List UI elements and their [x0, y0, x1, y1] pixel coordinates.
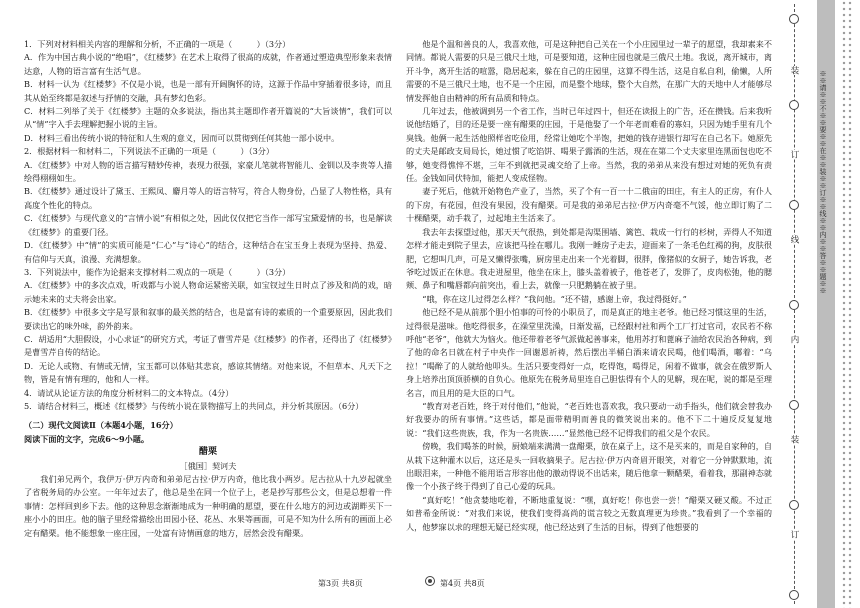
binding-hole-circle-icon — [789, 590, 799, 600]
binding-label: 内 — [789, 335, 799, 344]
binding-hole-circle-icon — [789, 500, 799, 510]
binding-label: 订 — [789, 150, 799, 159]
binding-label: 线 — [789, 235, 799, 244]
binding-dotted-border — [841, 0, 853, 608]
story-paragraph: 傍晚，我们喝茶的时候，厨娘端来满满一盘醋栗，放在桌子上，这不是买来的，而是自家种的，自从栽下这种灌木以后，这还是头一回收摘果子。尼古拉·伊万内奇眉开眼笑，对着它一分钟默默地，流出眼泪来，一种他不能用语言形容出他的激动得说不出话来，随后他拿一颗醋栗，看着我，那副神态就像一个小孩子终于得到了自己心爱的玩具。 — [406, 441, 772, 492]
question-1-option-a: A．作为中国古典小说的“绝唱”，《红楼梦》在艺术上取得了很高的成就，作者通过塑造典型形象来表情达意，人物的语言富有生活气息。 — [24, 52, 392, 76]
question-3-option-b: B．《红楼梦》中很多文字是写景和叙事的最关然的结合，也是富有诗的素质的一个重要原因，因此我们要读出它的味外味，韵外韵来。 — [24, 307, 392, 331]
page-divider-circle-icon — [425, 576, 435, 586]
question-3-option-d: D．无论人或物、有情或无情，宝玉都可以体贴其悲哀，感谅其情绪。对他来说，不但草本、凡天下之物，皆是有情有理的，他和人一样。 — [24, 360, 392, 385]
binding-hole-circle-icon — [789, 100, 799, 110]
question-3-option-c: C．胡适用“大胆假设，小心求证”的研究方式，考证了曹雪芹是《红楼梦》的作者，还得出了《红楼梦》是曹雪芹自传的结论。 — [24, 333, 392, 358]
story-title: 醋栗 — [198, 447, 217, 458]
question-2-option-b: B．《红楼梦》通过设计了黛玉、王熙凤、麝月等人的语言特写，符合人物身份，凸显了人物性格，具有高度个性化的特点。 — [24, 186, 392, 210]
binding-label: 装 — [789, 66, 799, 75]
story-paragraph: “教育对老百姓，终于对付他们，”他说，“老百姓也喜欢我，我只要动一动手指头，他们就会替我办好我要办的所有事情。”这些话，都是面带精明而善良的微笑说出来的。他不下二十遍反反复复地说：“我们这些贵族，我，作为一名贵族……”显然他已经不记得我们的祖父是个农民。 — [406, 400, 772, 438]
question-2-option-a: A．《红楼梦》中对人物的语言描写精妙传神，表现力很强，家豪儿笔就将智能儿、金钏以及李贵等人描绘得栩栩如生。 — [24, 159, 392, 184]
story-paragraph: “真好吃！”他贪婪地吃着，不断地重复说：“嘿，真好吃！你也尝一尝！”醋栗又硬又酸。不过正如普希金所说：“对我们来说，使我们变得高尚的谎言较之无数真理更为珍贵。”我看到了一个幸福的人，他梦寐以求的理想无疑已经实现，他已经达到了生活的目标，得到了他想要的 — [406, 494, 772, 532]
question-2-option-d: D．《红楼梦》中“情”的实质可能是“仁心”与“诗心”的结合，这种结合在宝玉身上表现为坚持、热爱、有信仰与天真，浪漫、充满想象。 — [24, 240, 392, 264]
story-paragraph: 妻子死后，他就开始物色产业了，当然，买了个有一百一十二俄亩的田庄，有主人的正房，有仆人的下房，有花园，但没有果园，没有醋栗。可是我的弟弟尼古拉·伊万内奇毫不气馁，他立即订购了二十棵醋栗，动手栽了，过起地主生活来了。 — [406, 186, 772, 224]
binding-warning-text: ※※请※※不※※要※※在※※装※※订※※线※※内※※答※※题※※ — [819, 70, 827, 294]
binding-hole-circle-icon — [789, 400, 799, 410]
question-1: 1．下列对材料相关内容的理解和分析，不正确的一项是（ ）（3分） — [24, 39, 291, 49]
question-1-option-b: B．材料一认为《红楼梦》不仅是小说，也是一部有开阔胸怀的诗，这源于作品中穿插着很多诗，而且其从始至终都是叙述与抒情的交融，具有梦幻色彩。 — [24, 79, 392, 103]
binding-hole-circle-icon — [789, 200, 799, 210]
story-author: ［俄国］契诃夫 — [179, 460, 237, 471]
binding-label: 装 — [789, 435, 799, 444]
question-5: 5．请结合材料三，概述《红楼梦》与传统小说在景物描写上的共同点，并分析其原因。（6分） — [24, 400, 364, 411]
story-paragraph: 他已经不是从前那个胆小怕事的可怜的小职员了，而是真正的地主老爷。他已经习惯这里的生活，过得很是滋味。他吃得很多，在澡堂里洗澡，日渐发福，已经跟村社和两个工厂打过官司，农民若不称呼他“老爷”，他就大为恼火。他还带着老爷气派做起善事来，他用苏打和蓖麻子油给农民治各种病，到了他的命名日就在村子中央作一回谢恩祈祷，然后摆出半桶白酒来请农民喝，他们喝酒，嘟着：“乌拉！”喝醉了的人就给他叩头。生活只要变得好一点，吃得饱，喝得足，闲着不做事，就会在俄罗斯人身上培养出顶顶骄横的自负心。他原先在税务局里连自己胆怯得有个人的见解，现在呢，说的都是至理名言，而且用的是大臣的口气。 — [406, 307, 772, 398]
story-paragraph: 我去年去探望过他，那天天气很热，到处都是沟渠围墙、篱笆、栽成一行行的杉树，弄得人不知道怎样才能走到院子里去，应该把马拴在哪儿。我刚一睡房子走去，迎面来了一条毛色红褐的狗，皮肤很肥，它想叫几声，可是又懒得张嘴，厨房里走出来一个光着脚，很胖，像猪似的女厨子，她告诉我，老爷吃过饭正在休息。我走进屋里，他坐在床上，膝头盖着被子，他苍老了，发胖了，皮肉松弛，他的腮颊、鼻子和嘴唇都向前突出，看上去，就像一只肥鹅躺在被子里。 — [406, 226, 772, 291]
section-heading: （二）现代文阅读Ⅱ（本题4小题，16分） — [24, 420, 178, 431]
reading-instruction: 阅读下面的文字，完成6～9小题。 — [24, 433, 150, 444]
page-number-left: 第3页 共8页 — [318, 579, 363, 588]
binding-hole-circle-icon — [789, 14, 799, 24]
left-page-column — [24, 38, 392, 568]
page-number-right: 第4页 共8页 — [440, 579, 485, 588]
story-paragraph: 他是个温和善良的人，我喜欢他，可是这种把自己关在一个小庄园里过一辈子的愿望，我却素来不同情。都说人需要的只是三俄尺土地，可是要知道，这种庄园也就是三俄尺土地。我说，离开城市，离开斗争，离开生活的喧嚣，隐居起来，躲在自己的庄园里，这算不得生活，这是自私自利，偷懒，人所需要的不是三俄尺土地，也不是一个庄园，而是整个地球，整个大自然，在那广大的天地中人才能够尽情发挥他自由精神的所有品质和特点。 — [406, 39, 772, 103]
question-2-option-c: C．《红楼梦》与现代意义的“言情小说”有相似之处，因此仅仅把它当作一部写宝黛爱情的书，也是解读《红楼梦》的重要门径。 — [24, 213, 392, 237]
question-3-option-a: A．《红楼梦》中的多次点戏，听戏都与小说人物命运紧密关联，如宝钗过生日时点了涉及和尚的戏，暗示她未来的丈夫将会出家。 — [24, 280, 392, 304]
story-paragraph: 我们弟兄两个，我伊万·伊万内奇和弟弟尼古拉·伊万内奇，他比我小两岁。尼古拉从十九岁起就坐了省税务局的办公室。一年年过去了，他总是坐在同一个位子上，老是抄写那些公文，但是总想着一件事情：怎样回到乡下去。他的这种思念渐渐地成为一种明确的愿望，要在什么地方的河边或湖畔买下一座小小的田庄。他的脑子里经常描绘出田园小径、花丛、水果等画面，可是不知为什么所有的画面上必定有醋栗。他不能想象一座庄园，一处富有诗情画意的地方，居然会没有醋栗。 — [24, 474, 392, 538]
story-paragraph: 几年过去，他被调到另一个省工作，当时已年过四十，但还在读报上的广告，还在攒钱。后来我听说他结婚了，目的还是要一座有醋栗的庄园，于是他娶了一个年老而难看的寡妇，只因为她手里有几个臭钱。他俩一起生活他照样省吃俭用，经常让她吃个半饱，把她的钱存进银行却写在自己名下。她原先的丈夫是邮政支局局长，她过惯了吃馅饼、喝果子露酒的生活，现在在第二个丈夫家里连黑面包也吃不够，她变得憔悴不堪，三年不到就把灵魂交给了上帝。当然，我的弟弟从来没有想过对她的死负有责任。金钱如同伏特加，能把人变成怪物。 — [406, 106, 772, 184]
story-paragraph: “哦，你在这儿过得怎么样？”我问他。“还不错，感谢上帝，我过得挺好。” — [422, 293, 687, 304]
question-1-option-c: C．材料二列举了关于《红楼梦》主题的众多说法，指出其主题即作者开篇说的“大旨谈情”，我们可以从“情”字入手去理解把握小说的主旨。 — [24, 106, 392, 130]
right-page-column — [406, 38, 772, 568]
question-1-option-d: D．材料三看出传统小说的特征和人生观的意义，因而可以贯彻到任何其他一部小说中。 — [24, 132, 340, 143]
binding-hole-circle-icon — [789, 300, 799, 310]
question-3: 3．下列说法中，能作为论据来支撑材料二观点的一项是（ ）（3分） — [24, 266, 291, 277]
binding-label: 订 — [789, 530, 799, 539]
question-2: 2．根据材料一和材料二，下列说法不正确的一项是（ ）（3分） — [24, 146, 275, 157]
question-4: 4．请试从论证方法的角度分析材料二的文本特点。（4分） — [24, 387, 234, 398]
